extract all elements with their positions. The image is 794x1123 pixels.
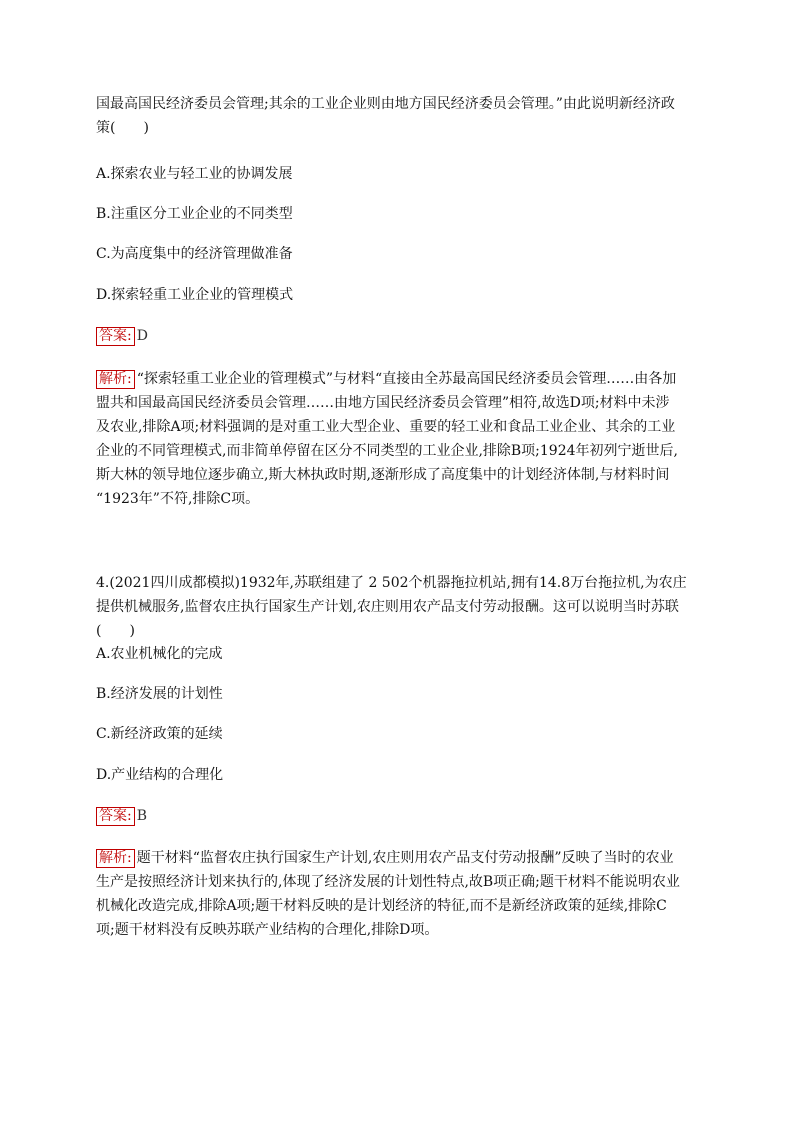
answer-label: 答案: <box>96 327 135 346</box>
q3-analysis-line: 盟共和国最高国民经济委员会管理……由地方国民经济委员会管理”相符,故选D项;材料中未涉 <box>96 395 670 411</box>
q4-option-c: C.新经济政策的延续 <box>96 726 223 742</box>
q4-option-b: B.经济发展的计划性 <box>96 686 223 702</box>
analysis-label: 解析: <box>96 370 135 389</box>
q3-option-d: D.探索轻重工业企业的管理模式 <box>96 287 294 303</box>
q3-analysis-line: 企业的不同管理模式,而非简单停留在区分不同类型的工业企业,排除B项;1924年初列宁逝世后, <box>96 443 678 459</box>
q3-analysis-line: 及农业,排除A项;材料强调的是对重工业大型企业、重要的轻工业和食品工业企业、其余的工业 <box>96 419 676 435</box>
q4-stem-line: 提供机械服务,监督农庄执行国家生产计划,农庄则用农产品支付劳动报酬。这可以说明当时苏联 <box>96 599 679 615</box>
q3-answer <box>96 326 148 346</box>
q4-stem-line: ( ) <box>96 623 135 639</box>
answer-label: 答案: <box>96 807 135 826</box>
q3-option-b: B.注重区分工业企业的不同类型 <box>96 206 293 222</box>
q3-option-c: C.为高度集中的经济管理做准备 <box>96 246 293 262</box>
q4-option-a: A.农业机械化的完成 <box>96 646 223 662</box>
q4-analysis-line: 项;题干材料没有反映苏联产业结构的合理化,排除D项。 <box>96 922 439 938</box>
answer-value: B <box>136 808 148 824</box>
q3-stem <box>96 92 696 140</box>
q4-analysis <box>96 846 696 942</box>
q4-analysis-line: 生产是按照经济计划来执行的,体现了经济发展的计划性特点,故B项正确;题干材料不能说明农业 <box>96 874 680 890</box>
q4-stem <box>96 571 696 643</box>
q4-analysis-line: 解析: 题干材料“监督农庄执行国家生产计划,农庄则用农产品支付劳动报酬”反映了当时的农业 <box>96 846 696 870</box>
q4-option-d: D.产业结构的合理化 <box>96 767 224 783</box>
q4-stem-line: 4.(2021四川成都模拟)1932年,苏联组建了 2 502个机器拖拉机站,拥有14.8万台拖拉机,为农庄 <box>96 575 687 591</box>
q3-analysis-line: 斯大林的领导地位逐步确立,斯大林执政时期,逐渐形成了高度集中的计划经济体制,与材料时间 <box>96 467 670 483</box>
q4-analysis-line: 机械化改造完成,排除A项;题干材料反映的是计划经济的特征,而不是新经济政策的延续,排除C <box>96 898 667 914</box>
analysis-label: 解析: <box>96 849 135 868</box>
q3-analysis-line: “1923年”不符,排除C项。 <box>96 491 260 507</box>
q3-analysis <box>96 367 696 511</box>
q3-option-a: A.探索农业与轻工业的协调发展 <box>96 166 293 182</box>
q4-answer <box>96 806 147 826</box>
q3-analysis-line: 解析: “探索轻重工业企业的管理模式”与材料“直接由全苏最高国民经济委员会管理……由各加 <box>96 367 696 391</box>
q3-stem-line: 策( ) <box>96 120 149 136</box>
answer-value: D <box>136 328 148 344</box>
q3-stem-line: 国最高国民经济委员会管理;其余的工业企业则由地方国民经济委员会管理。”由此说明新经济政 <box>96 96 675 112</box>
